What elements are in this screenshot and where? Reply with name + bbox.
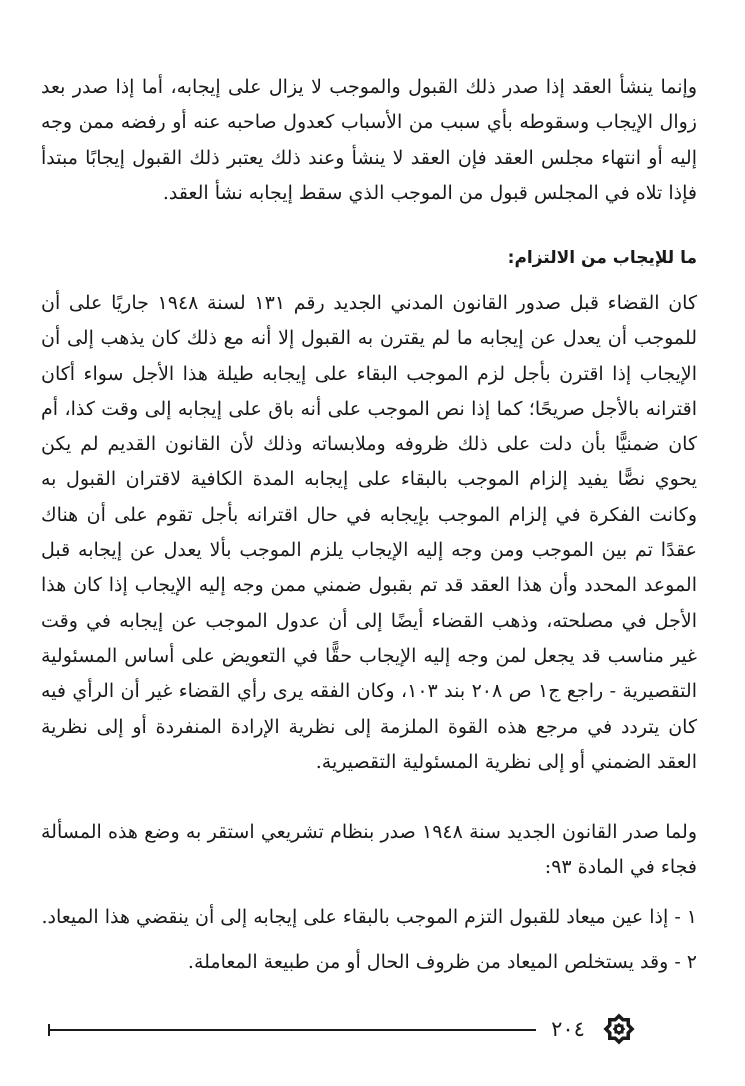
list-item-article-93-2: ٢ - وقد يستخلص الميعاد من ظروف الحال أو من طبيعة المعاملة. [187, 951, 697, 973]
page-number: ٢٠٤ [551, 1017, 585, 1041]
footer-rule-end [48, 1024, 50, 1036]
paragraph-case-law: كان القضاء قبل صدور القانون المدني الجديد رقم ١٣١ لسنة ١٩٤٨ جاريًا على أن للموجب أن يعدل عن إيجابه ما لم يقترن به القبول إلا أنه مع ذلك كان يذهب إلى أن الإيجاب إذا اقترن بأجل لزم الموجب البقاء على إيجابه طيلة هذا الأجل سواء أكان اقترانه بالأجل صريحًا؛ كما إذا نص الموجب على أنه باق على إيجابه إلى وقت كذا، أم كان ضمنيًّا بأن دلت على ذلك ظروفه وملابساته وذلك لأن القانون القديم لم يكن يحوي نصًّا يفيد إلزام الموجب بالبقاء على إيجابه المدة الكافية لاقتران القبول به وكانت الفكرة في إلزام الموجب بإيجابه في حال اقترانه بأجل تقوم على أن هناك عقدًا تم بين الموجب ومن وجه إليه الإيجاب يلزم الموجب بألا يعدل عن إيجابه قبل الموعد المحدد وأن هذا العقد قد تم بقبول ضمني ممن وجه إليه الإيجاب إذا كان هذا الأجل في مصلحته، وذهب القضاء أيضًا إلى أن عدول الموجب عن إيجابه في وقت غير مناسب قد يجعل لمن وجه إليه الإيجاب حقًّا في التعويض على أساس المسئولية التقصيرية - راجع ج١ ص ٢٠٨ بند ١٠٣، وكان الفقه يرى رأي القضاء غير أن الرأي فيه كان يتردد في مرجع هذه القوة الملزمة إلى نظرية الإرادة المنفردة أو إلى نظرية العقد الضمني أو إلى نظرية المسئولية التقصيرية. [41, 292, 697, 773]
paragraph-contract-formation: وإنما ينشأ العقد إذا صدر ذلك القبول والموجب لا يزال على إيجابه، أما إذا صدر بعد زوال الإيجاب وسقوطه بأي سبب من الأسباب كعدول صاحبه عنه أو رفضه ممن وجه إليه أو انتهاء مجلس العقد فإن العقد لا ينشأ وعند ذلك يعتبر ذلك القبول إيجابًا مبتدأ فإذا تلاه في المجلس قبول من الموجب الذي سقط إيجابه نشأ العقد. [41, 76, 697, 204]
page-footer [0, 1005, 745, 1045]
footer-rule [50, 1029, 536, 1031]
paragraph-new-law: ولما صدر القانون الجديد سنة ١٩٤٨ صدر بنظام تشريعي استقر به وضع هذه المسألة فجاء في المادة ٩٣: [41, 821, 697, 879]
list-item-article-93-1: ١ - إذا عين ميعاد للقبول التزم الموجب بالبقاء على إيجابه إلى أن ينقضي هذا الميعاد. [41, 906, 697, 928]
octagram-ornament-icon [599, 1009, 639, 1049]
section-heading: ما للإيجاب من الالتزام: [507, 248, 697, 268]
